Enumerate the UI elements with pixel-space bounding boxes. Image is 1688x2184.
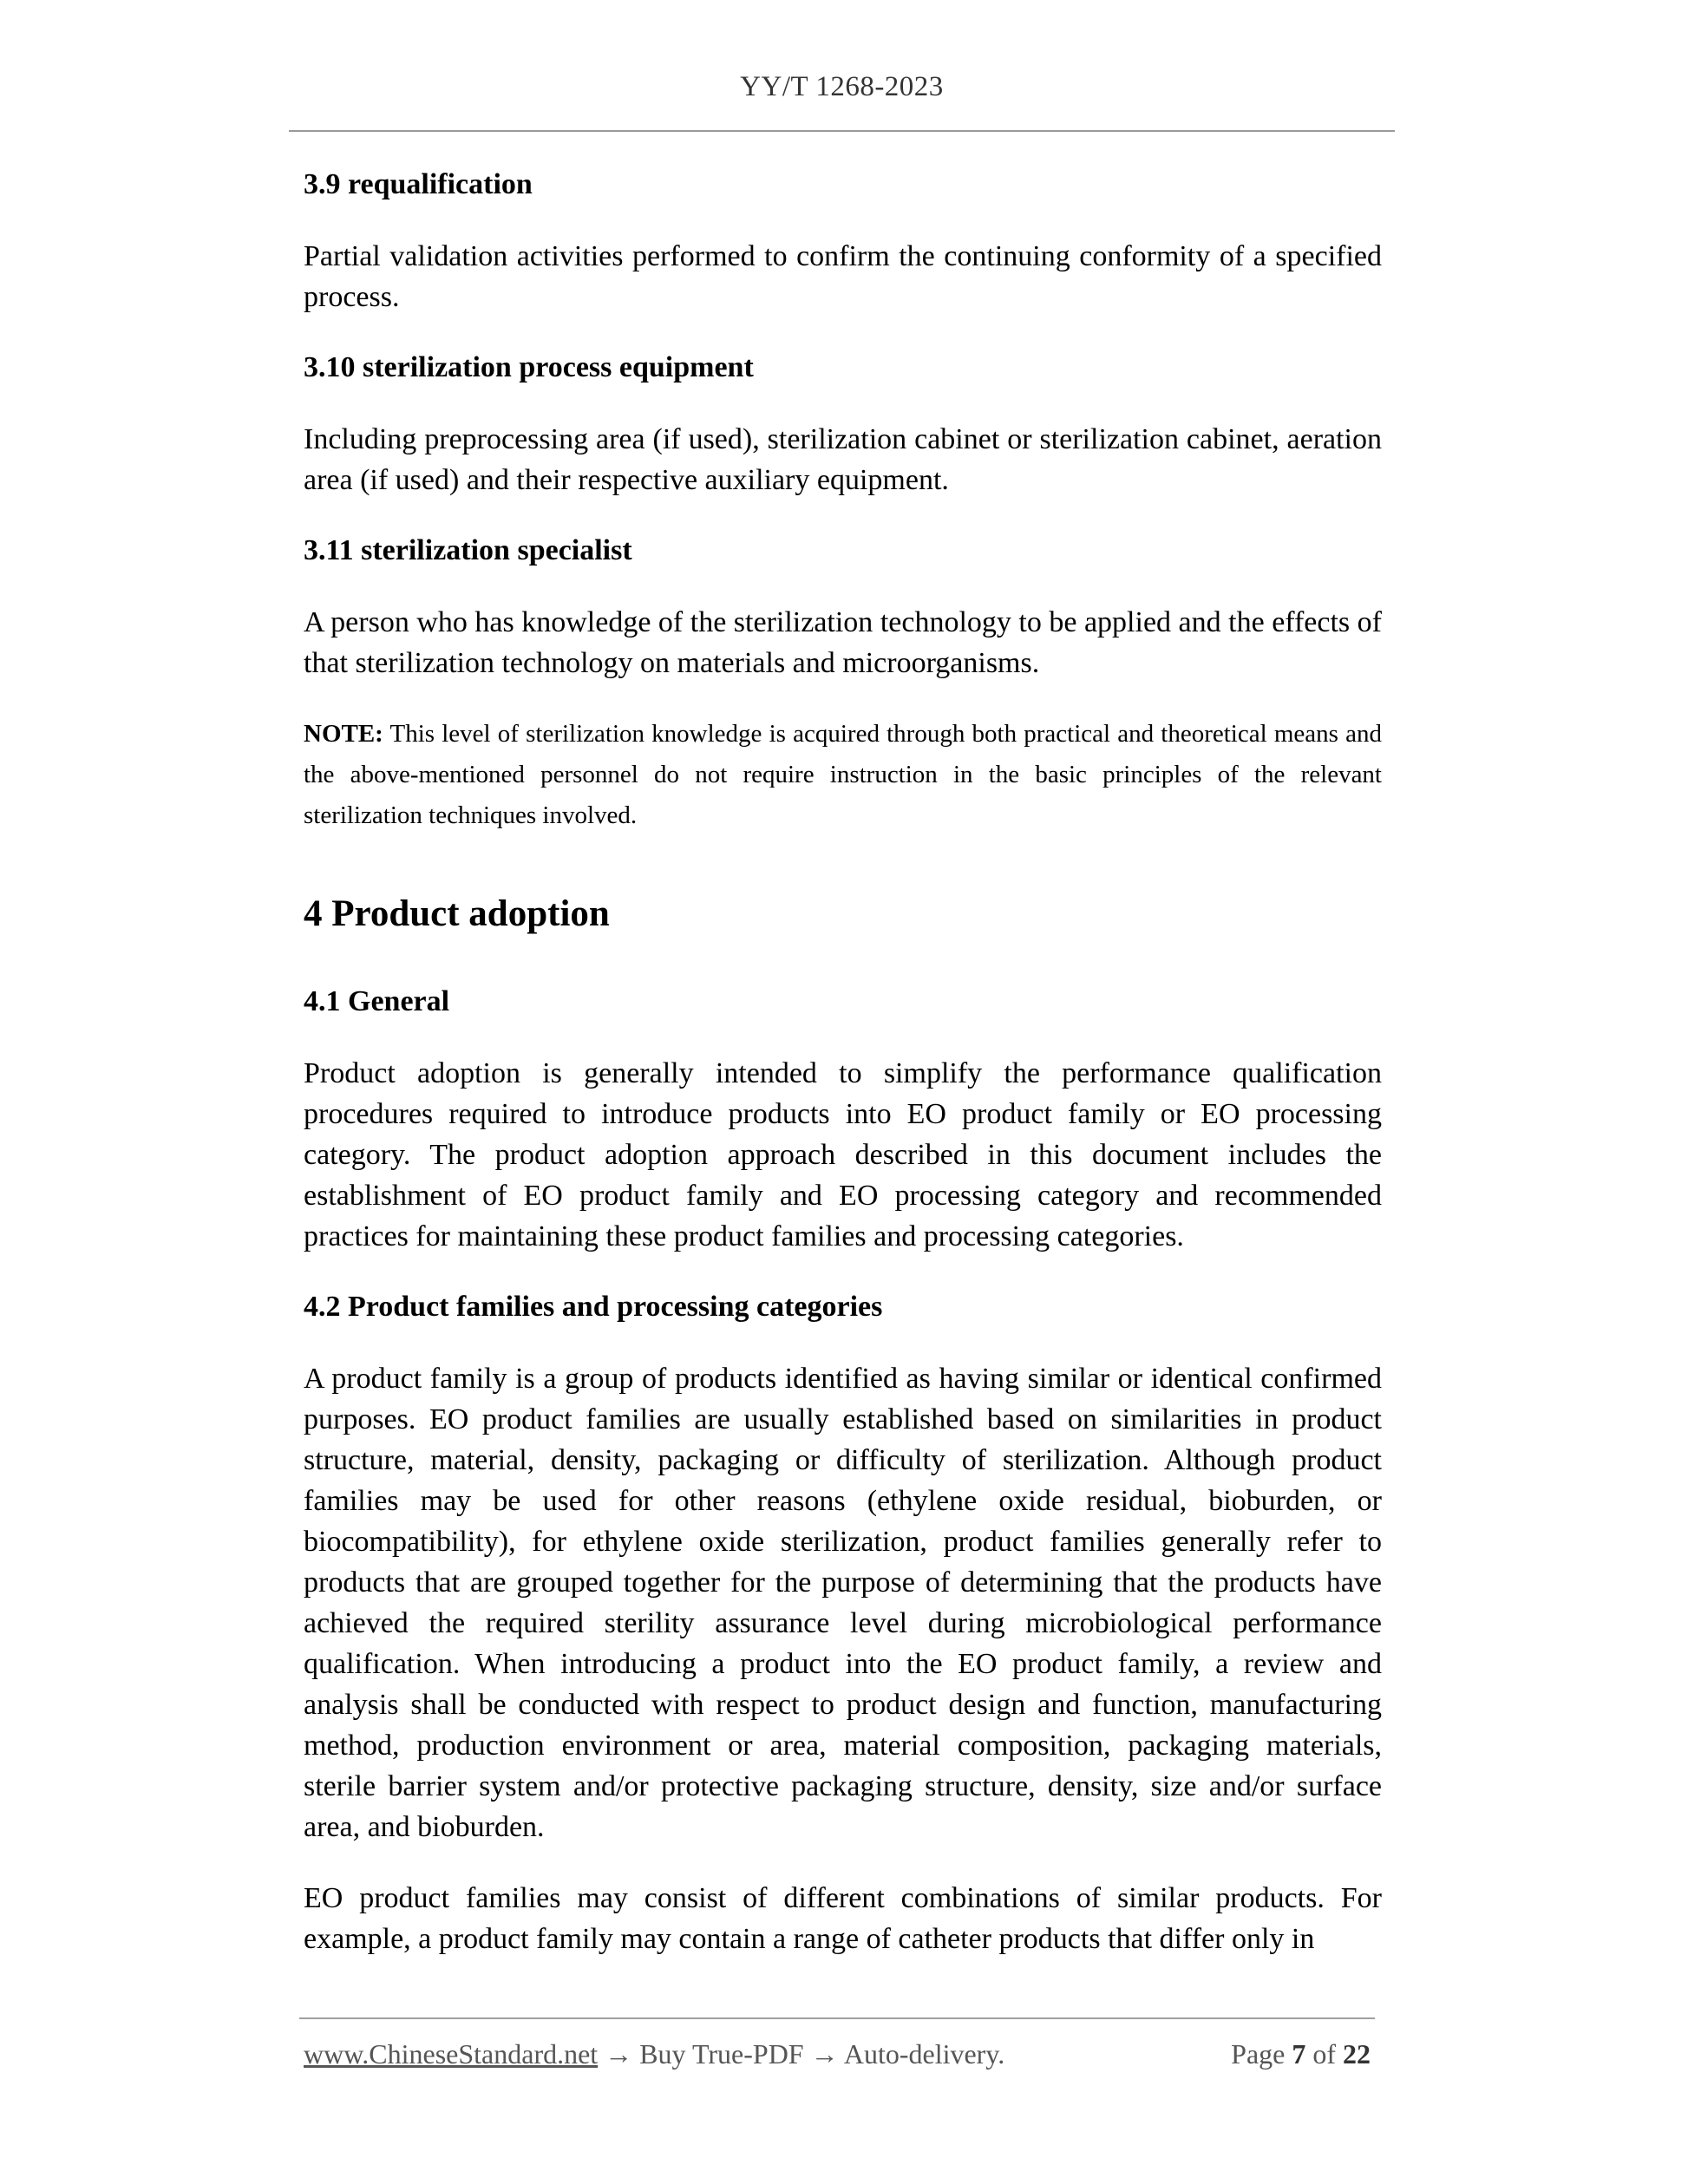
page-header-doc-code: YY/T 1268-2023 (740, 71, 944, 102)
page-indicator (1231, 2038, 1371, 2070)
section-3-9-text: Partial validation activities performed to confirm the continuing conformity of a specified process. (304, 240, 1382, 313)
footer-divider (299, 2017, 1375, 2019)
section-3-10-heading: 3.10 sterilization process equipment (304, 351, 754, 383)
header-divider (289, 130, 1395, 132)
note-label: NOTE: (304, 720, 383, 748)
section-3-11-text: A person who has knowledge of the sterilization technology to be applied and the effects of that sterilization technology on materials and microorganisms. (304, 606, 1382, 679)
page-of: of (1305, 2038, 1343, 2070)
page-label: Page (1231, 2038, 1292, 2070)
section-4-2-heading: 4.2 Product families and processing categories (304, 1291, 883, 1323)
section-3-9-heading: 3.9 requalification (304, 168, 533, 200)
section-3-11-heading: 3.11 sterilization specialist (304, 534, 632, 566)
section-3-11-note (304, 714, 1382, 836)
page-total: 22 (1343, 2038, 1371, 2070)
site-link[interactable]: www.ChineseStandard.net (304, 2038, 599, 2070)
section-4-1-heading: 4.1 General (304, 985, 450, 1017)
page-current: 7 (1292, 2038, 1306, 2070)
section-4-2-text-1: A product family is a group of products identified as having similar or identical confirmed purposes. EO product families are usually established based on similarities in product structure, material, density, packaging or difficulty of sterilization. Although product families may be used for other reasons (ethylene oxide residual, bioburden, or biocompatibility), for ethylene oxide sterilization, product families generally refer to products that are grouped together for the purpose of determining that the products have achieved the required sterility assurance level during microbiological performance qualification. When introducing a product into the EO product family, a review and analysis shall be conducted with respect to product design and function, manufacturing method, production environment or area, material composition, packaging materials, sterile barrier system and/or protective packaging structure, density, size and/or surface area, and bioburden. (304, 1363, 1382, 1843)
page-footer (304, 2038, 1371, 2070)
clause-4-heading: 4 Product adoption (304, 893, 610, 934)
note-text: This level of sterilization knowledge is acquired through both practical and theoretical means and the above-mentioned personnel do not require instruction in the basic principles of the relevant sterilization techniques involved. (304, 720, 1382, 829)
section-3-10-text: Including preprocessing area (if used), sterilization cabinet or sterilization cabinet, aeration area (if used) and their respective auxiliary equipment. (304, 423, 1382, 496)
page-content (304, 165, 1382, 1959)
promo-text: → Buy True-PDF → Auto-delivery. (598, 2038, 1005, 2070)
section-4-2-text-2: EO product families may consist of different combinations of similar products. For example, a product family may contain a range of catheter products that differ only in (304, 1882, 1382, 1955)
section-4-1-text: Product adoption is generally intended to simplify the performance qualification procedures required to introduce products into EO product family or EO processing category. The product adoption approach described in this document includes the establishment of EO product family and EO processing category and recommended practices for maintaining these product families and processing categories. (304, 1057, 1382, 1252)
